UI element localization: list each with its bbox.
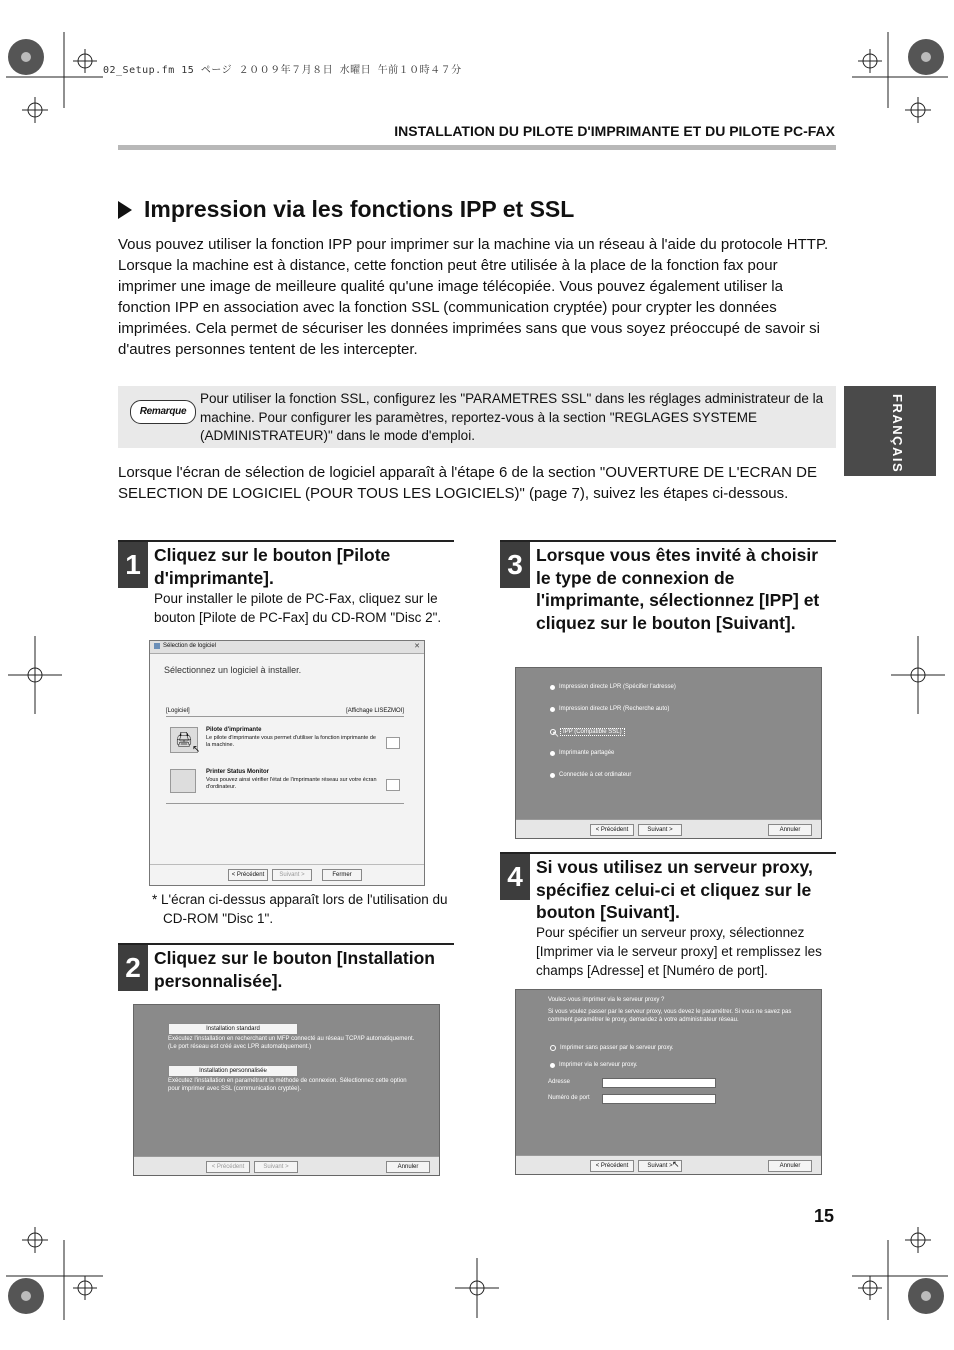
cancel-button[interactable]: Annuler [768, 1160, 812, 1172]
radio-icon [550, 751, 555, 756]
step-3-title: Lorsque vous êtes invité à choisir le type de connexion de l'imprimante, sélectionnez [IPP] et cliquez sur le bouton [Suivant]. [536, 545, 820, 633]
screen-heading: Sélectionnez un logiciel à installer. [164, 665, 302, 675]
column-readme: [Affichage LISEZMOI] [346, 708, 404, 714]
readme-2-icon[interactable] [386, 779, 400, 791]
option-ipp[interactable]: IPP (Compatible SSL) [550, 728, 625, 736]
radio-icon [550, 707, 555, 712]
step-1-rule [118, 540, 454, 542]
radio-icon [550, 1063, 555, 1068]
instruction-paragraph: Lorsque l'écran de sélection de logiciel apparaît à l'étape 6 de la section "OUVERTURE DE L'ECRAN DE SELECTION DE LOGICIEL (POUR TOUS LES LOGICIELS)" (page 7), suivez les étapes ci-dessous. [118, 464, 817, 502]
status-monitor-icon[interactable] [170, 769, 196, 793]
step-4-title: Si vous utilisez un serveur proxy, spécifiez celui-ci et cliquez sur le bouton [Suivant]. [536, 857, 813, 922]
next-button[interactable]: Suivant > [254, 1161, 298, 1173]
item-printer-driver-title[interactable]: Pilote d'imprimante [206, 727, 262, 733]
printer-icon: 🖨 [175, 731, 193, 747]
custom-install-desc: Exécutez l'installation en paramétrant la méthode de connexion. Sélectionnez cette option pour imprimer avec SSL (communication cryptée). [168, 1078, 407, 1092]
step-3-number: 3 [500, 542, 530, 588]
radio-icon [550, 685, 555, 690]
step-1-screenshot [149, 640, 425, 886]
cancel-button[interactable]: Annuler [386, 1161, 430, 1173]
window-titlebar [150, 641, 424, 654]
item-status-monitor-title[interactable]: Printer Status Monitor [206, 769, 270, 775]
intro-text [118, 234, 836, 360]
standard-install-button[interactable]: Installation standard [168, 1023, 298, 1035]
step-1-body: Pour installer le pilote de PC-Fax, cliquez sur le bouton [Pilote de PC-Fax] du CD-ROM "Disc 2". [154, 591, 442, 625]
list-divider [166, 716, 404, 717]
readme-1-icon[interactable] [386, 737, 400, 749]
intro-paragraph-2: Lorsque la machine est à distance, cette fonction peut être utilisée à la place de la fonction fax pour imprimer une image de meilleure qualité qu'une image télécopiée. Vous pouvez également utiliser la fonction IPP en association avec la fonction SSL (communication cryptée) pour crypter les données imprimées. Cela permet de sécuriser les données imprimées sans que vous soyez préoccupé de savoir si d'autres personnes tentent de les intercepter. [118, 257, 820, 358]
header-rule [118, 145, 836, 150]
port-label: Numéro de port [548, 1095, 590, 1101]
screen-button-bar [516, 819, 821, 838]
triangle-bullet-icon [118, 201, 132, 219]
step-1-number: 1 [118, 542, 148, 588]
language-tab-label: FRANÇAIS [890, 394, 905, 474]
window-title: Sélection de logiciel [163, 643, 217, 649]
cursor-icon: ↖ [192, 744, 201, 755]
item-status-monitor-desc: Vous pouvez ainsi vérifier l'état de l'imprimante réseau sur votre écran d'ordinateur. [206, 777, 377, 790]
section-title-text: Impression via les fonctions IPP et SSL [144, 196, 575, 222]
window-close-icon[interactable]: ✕ [414, 643, 420, 650]
close-button[interactable]: Fermer [322, 869, 362, 881]
option-local[interactable]: Connectée à cet ordinateur [550, 772, 631, 778]
cursor-icon: ↖ [552, 729, 560, 739]
previous-button[interactable]: < Précédent [228, 869, 268, 881]
address-field[interactable] [602, 1078, 716, 1088]
step-2-rule [118, 943, 454, 945]
next-button[interactable]: Suivant > [272, 869, 312, 881]
step-2-screenshot [133, 1004, 440, 1176]
print-info-line: 02_Setup.fm 15 ページ ２００９年７月８日 水曜日 午前１０時４７分 [103, 65, 462, 76]
section-title [118, 196, 574, 223]
proxy-question: Voulez-vous imprimer via le serveur proxy ? [548, 997, 665, 1003]
option-use-proxy[interactable]: Imprimer via le serveur proxy. [550, 1062, 638, 1068]
step-4-number: 4 [500, 854, 530, 900]
option-lpr-auto[interactable]: Impression directe LPR (Recherche auto) [550, 706, 669, 712]
list-bottom-divider [166, 803, 404, 804]
previous-button[interactable]: < Précédent [206, 1161, 250, 1173]
next-button[interactable]: Suivant > [638, 824, 682, 836]
running-header: INSTALLATION DU PILOTE D'IMPRIMANTE ET DU PILOTE PC-FAX [394, 123, 835, 139]
step-4-screenshot [515, 989, 822, 1175]
cursor-icon: ↖ [264, 1064, 272, 1074]
option-shared-printer[interactable]: Imprimante partagée [550, 750, 614, 756]
step-3-rule [500, 540, 836, 542]
screen-button-bar [150, 864, 424, 885]
radio-icon [550, 773, 555, 778]
language-tab [844, 386, 936, 476]
screen-button-bar [516, 1155, 821, 1174]
option-lpr-address[interactable]: Impression directe LPR (Spécifier l'adresse) [550, 684, 676, 690]
column-software: [Logiciel] [166, 708, 190, 714]
custom-install-button[interactable]: Installation personnalisée [168, 1065, 298, 1077]
step-4-rule [500, 852, 836, 854]
intro-paragraph-1: Vous pouvez utiliser la fonction IPP pour imprimer sur la machine via un réseau à l'aide du protocole HTTP. [118, 236, 829, 253]
previous-button[interactable]: < Précédent [590, 824, 634, 836]
port-field[interactable] [602, 1094, 716, 1104]
step-1-footnote: * L'écran ci-dessus apparaît lors de l'utilisation du CD-ROM "Disc 1". [152, 892, 448, 926]
address-label: Adresse [548, 1079, 571, 1085]
option-no-proxy[interactable]: Imprimer sans passer par le serveur proxy. [550, 1045, 674, 1051]
cursor-icon: ↖ [672, 1159, 680, 1169]
step-2-title: Cliquez sur le bouton [Installation personnalisée]. [154, 948, 435, 991]
proxy-info: Si vous voulez passer par le serveur proxy, vous devez le paramétrer. Si vous ne savez pas comment paramétrer le proxy, demandez à votre administrateur réseau. [548, 1009, 792, 1023]
screen-button-bar [134, 1156, 439, 1175]
item-printer-driver-desc: Le pilote d'imprimante vous permet d'utiliser la fonction imprimante de la machine. [206, 735, 376, 748]
next-button[interactable]: Suivant > [638, 1160, 682, 1172]
page-number: 15 [814, 1206, 835, 1226]
step-2-number: 2 [118, 945, 148, 991]
standard-install-desc: Exécutez l'installation en recherchant un MFP connecté au réseau TCP/IP automatiquement. (Le port réseau est créé avec LPR automatiquement.) [168, 1036, 415, 1050]
radio-selected-icon [550, 1045, 556, 1051]
cancel-button[interactable]: Annuler [768, 824, 812, 836]
step-3-screenshot [515, 667, 822, 839]
note-text: Pour utiliser la fonction SSL, configurez les "PARAMETRES SSL" dans les réglages administrateur de la machine. Pour configurer les paramètres, reportez-vous à la section "REGLAGES SYSTEME (ADMINISTRATEUR)" dans le mode d'emploi. [200, 391, 824, 443]
previous-button[interactable]: < Précédent [590, 1160, 634, 1172]
note-box [118, 386, 836, 448]
note-badge-icon: Remarque [130, 400, 196, 424]
step-1-title: Cliquez sur le bouton [Pilote d'imprimante]. [154, 545, 391, 588]
step-4-body: Pour spécifier un serveur proxy, sélectionnez [Imprimer via le serveur proxy] et remplissez les champs [Adresse] et [Numéro de port]. [536, 925, 822, 978]
app-icon [154, 643, 160, 649]
